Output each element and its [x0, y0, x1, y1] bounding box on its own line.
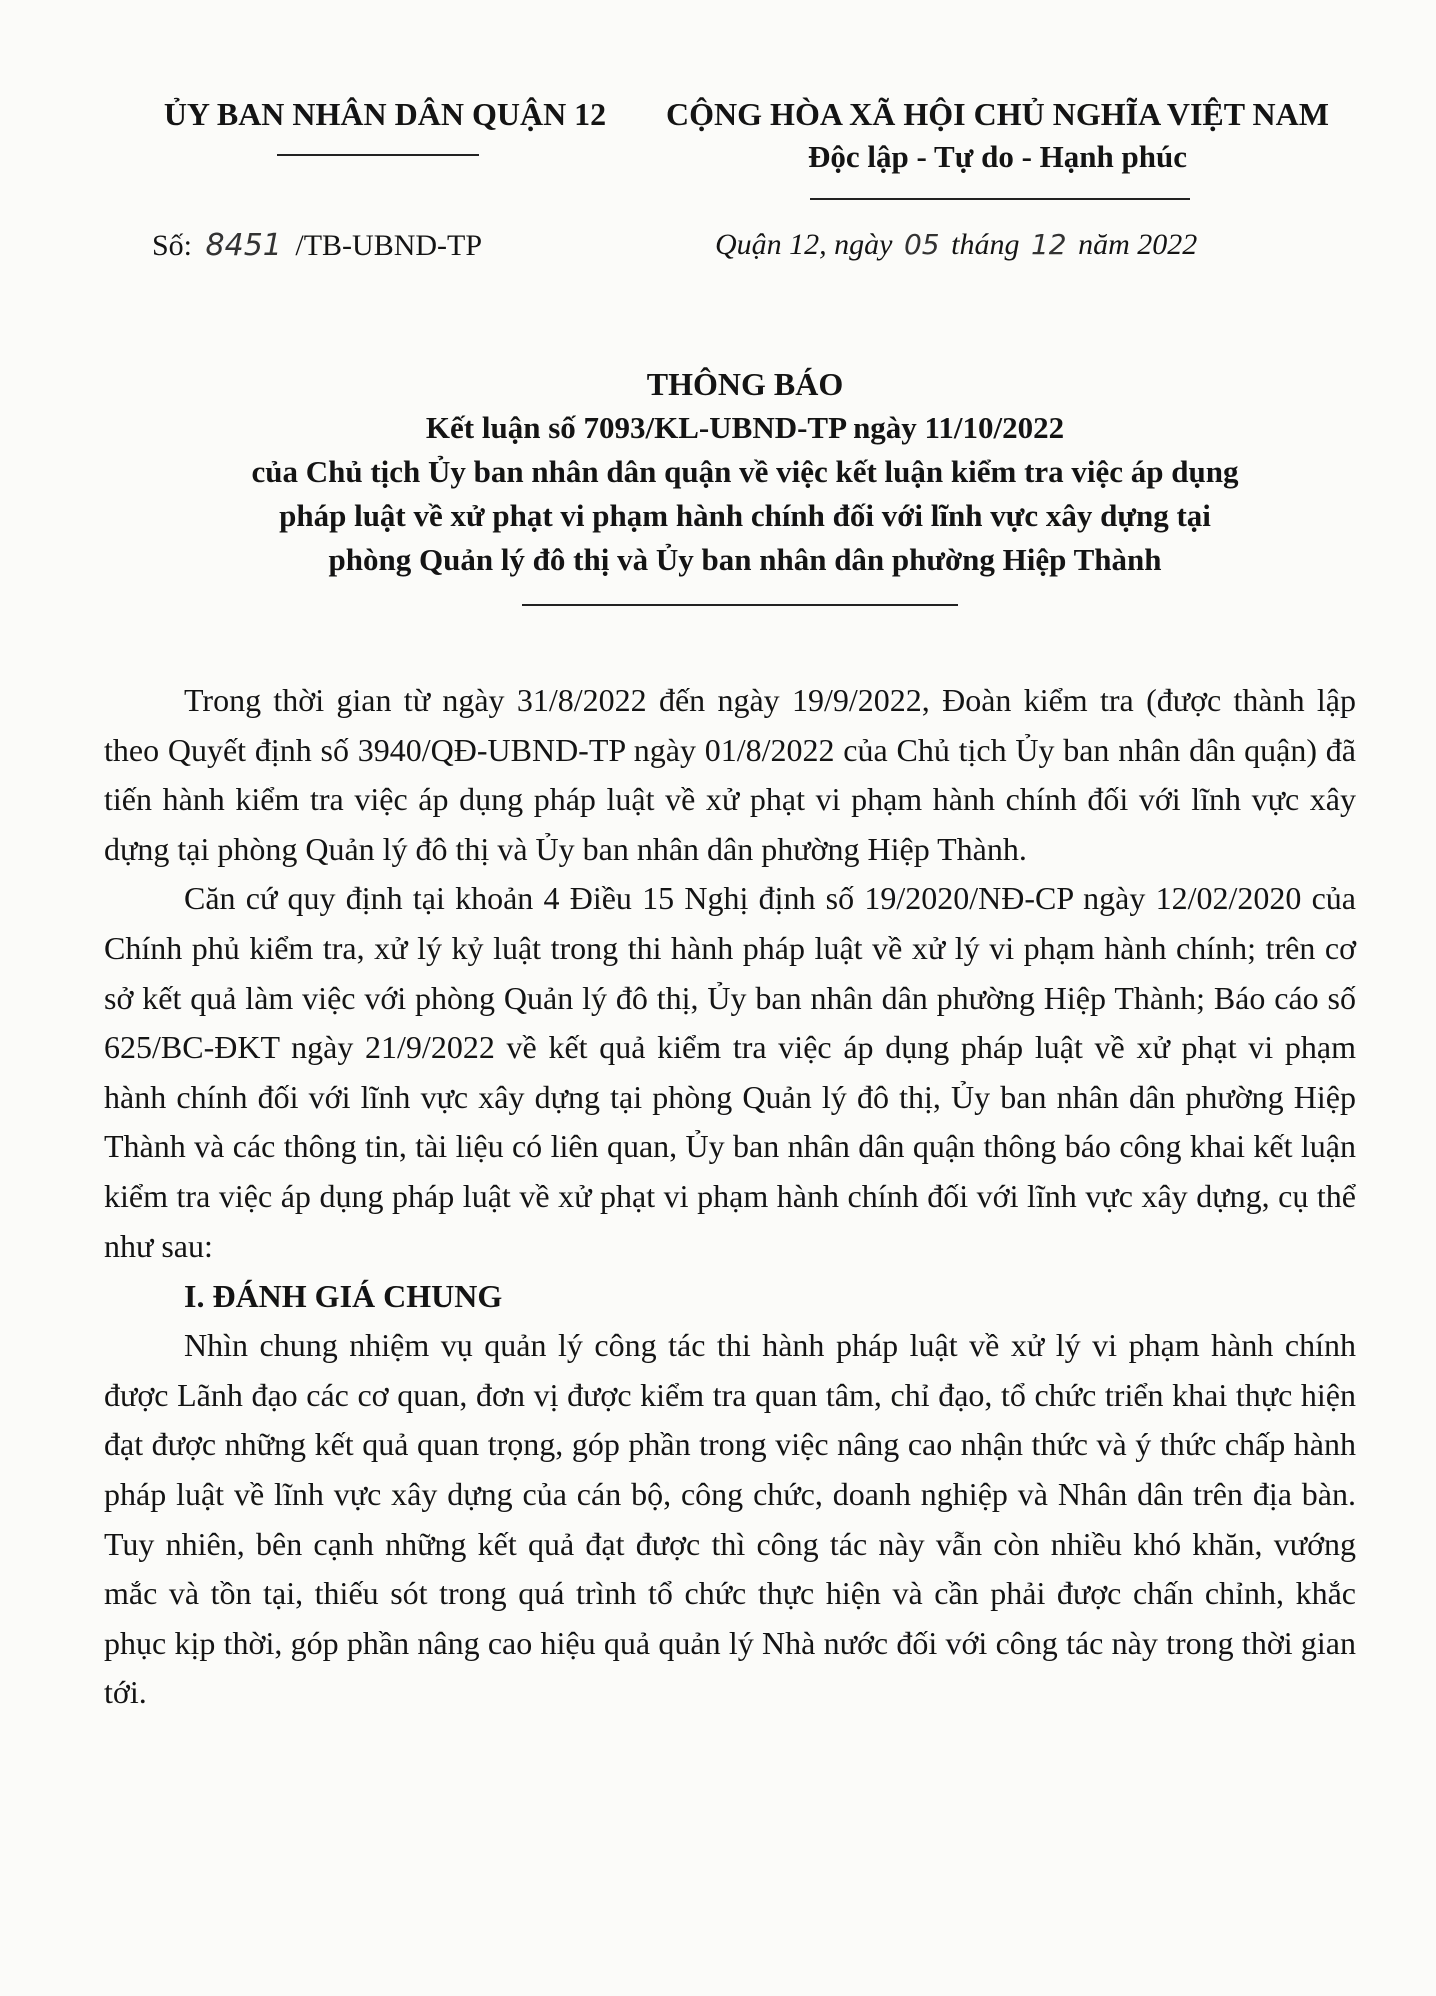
number-prefix: Số:	[152, 229, 193, 262]
paragraph-3: Nhìn chung nhiệm vụ quản lý công tác thi hành pháp luật về xử lý vi phạm hành chính được Lãnh đạo các cơ quan, đơn vị được kiểm tra quan tâm, chỉ đạo, tổ chức triển khai thực hiện đạt được những kết quả quan trọng, góp phần trong việc nâng cao nhận thức và ý thức chấp hành pháp luật về lĩnh vực xây dựng của cán bộ, công chức, doanh nghiệp và Nhân dân trên địa bàn. Tuy nhiên, bên cạnh những kết quả đạt được thì công tác này vẫn còn nhiều khó khăn, vướng mắc và tồn tại, thiếu sót trong quá trình tổ chức thực hiện và cần phải được chấn chỉnh, khắc phục kịp thời, góp phần nâng cao hiệu quả quản lý Nhà nước đối với công tác này trong thời gian tới.	[104, 1327, 1356, 1711]
national-motto: Độc lập - Tự do - Hạnh phúc	[808, 139, 1187, 174]
document-title	[140, 362, 1350, 582]
issuer-name: ỦY BAN NHÂN DÂN QUẬN 12	[163, 96, 607, 132]
date-prefix: Quận 12, ngày	[715, 228, 893, 261]
issuer-underline	[277, 154, 479, 156]
title-main: THÔNG BÁO	[646, 366, 844, 402]
motto-underline	[810, 198, 1190, 200]
title-line-2: của Chủ tịch Ủy ban nhân dân quận về việc kết luận kiểm tra việc áp dụng	[251, 454, 1239, 489]
nation-name: CỘNG HÒA XÃ HỘI CHỦ NGHĨA VIỆT NAM	[666, 96, 1329, 132]
handwritten-day: 05	[903, 228, 940, 261]
document-number	[152, 228, 482, 263]
section-heading-1: I. ĐÁNH GIÁ CHUNG	[184, 1278, 503, 1315]
handwritten-month: 12	[1030, 228, 1067, 261]
paragraph-2: Căn cứ quy định tại khoản 4 Điều 15 Nghị định số 19/2020/NĐ-CP ngày 12/02/2020 của Chính phủ kiểm tra, xử lý kỷ luật trong thi hành pháp luật về xử lý vi phạm hành chính; trên cơ sở kết quả làm việc với phòng Quản lý đô thị, Ủy ban nhân dân phường Hiệp Thành; Báo cáo số 625/BC-ĐKT ngày 21/9/2022 về kết quả kiểm tra việc áp dụng pháp luật về xử phạt vi phạm hành chính đối với lĩnh vực xây dựng tại phòng Quản lý đô thị, Ủy ban nhân dân phường Hiệp Thành và các thông tin, tài liệu có liên quan, Ủy ban nhân dân quận thông báo công khai kết luận kiểm tra việc áp dụng pháp luật về xử phạt vi phạm hành chính đối với lĩnh vực xây dựng, cụ thể như sau:	[104, 880, 1356, 1264]
title-divider	[522, 604, 958, 606]
handwritten-number: 8451	[205, 228, 282, 263]
title-line-3: pháp luật về xử phạt vi phạm hành chính đối với lĩnh vực xây dựng tại	[279, 498, 1211, 533]
document-body	[104, 676, 1356, 1718]
number-suffix: /TB-UBND-TP	[295, 229, 483, 262]
month-label: tháng	[951, 228, 1020, 261]
title-line-1: Kết luận số 7093/KL-UBND-TP ngày 11/10/2022	[425, 410, 1065, 445]
national-header	[645, 96, 1350, 175]
paragraph-1: Trong thời gian từ ngày 31/8/2022 đến ngày 19/9/2022, Đoàn kiểm tra (được thành lập theo Quyết định số 3940/QĐ-UBND-TP ngày 01/8/2022 của Chủ tịch Ủy ban nhân dân quận) đã tiến hành kiểm tra việc áp dụng pháp luật về xử phạt vi phạm hành chính đối với lĩnh vực xây dựng tại phòng Quản lý đô thị và Ủy ban nhân dân phường Hiệp Thành.	[104, 682, 1356, 867]
title-line-4: phòng Quản lý đô thị và Ủy ban nhân dân phường Hiệp Thành	[328, 542, 1162, 577]
document-date	[715, 228, 1197, 262]
year-text: năm 2022	[1078, 228, 1198, 261]
